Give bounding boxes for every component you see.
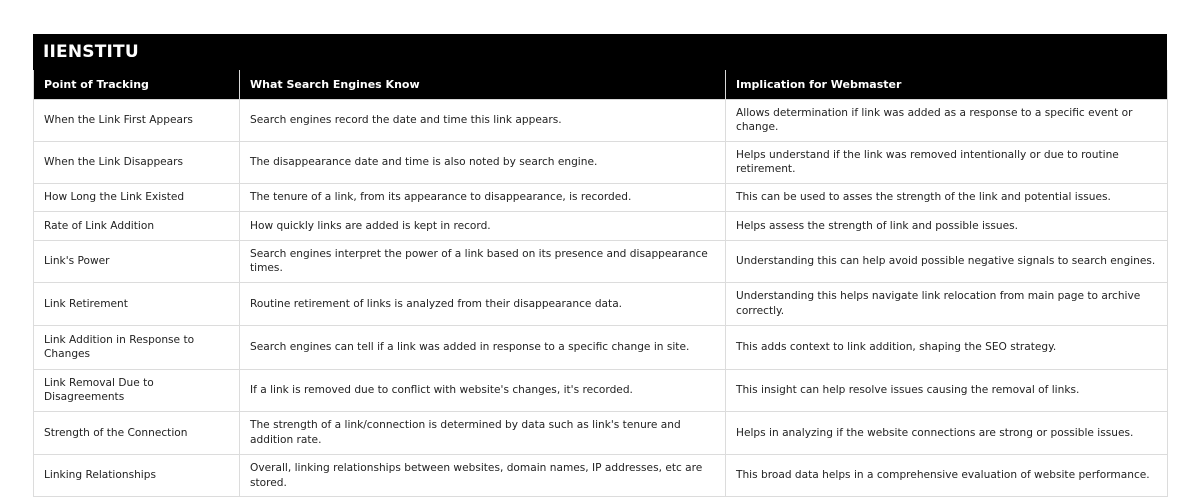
cell-point: How Long the Link Existed: [34, 183, 240, 212]
cell-knowledge: Search engines record the date and time this link appears.: [240, 99, 726, 141]
cell-implication: This adds context to link addition, shaping the SEO strategy.: [726, 326, 1168, 370]
table-header: [34, 70, 1168, 99]
cell-point: Linking Relationships: [34, 455, 240, 497]
table-row: [34, 455, 1168, 497]
cell-implication: Helps assess the strength of link and possible issues.: [726, 212, 1168, 241]
cell-knowledge: The disappearance date and time is also noted by search engine.: [240, 141, 726, 183]
cell-implication: Understanding this helps navigate link relocation from main page to archive correctly.: [726, 282, 1168, 326]
table-row: [34, 411, 1168, 455]
table-row: [34, 99, 1168, 141]
table-row: [34, 369, 1168, 411]
cell-knowledge: Search engines interpret the power of a link based on its presence and disappearance times.: [240, 240, 726, 282]
tracking-table: [33, 70, 1168, 497]
cell-implication: Understanding this can help avoid possible negative signals to search engines.: [726, 240, 1168, 282]
cell-implication: This can be used to asses the strength of the link and potential issues.: [726, 183, 1168, 212]
header-implication-for-webmaster: Implication for Webmaster: [726, 70, 1168, 99]
cell-point: When the Link First Appears: [34, 99, 240, 141]
cell-knowledge: If a link is removed due to conflict with website's changes, it's recorded.: [240, 369, 726, 411]
cell-knowledge: The tenure of a link, from its appearance to disappearance, is recorded.: [240, 183, 726, 212]
table-row: [34, 326, 1168, 370]
cell-knowledge: Search engines can tell if a link was added in response to a specific change in site.: [240, 326, 726, 370]
cell-point: Link Addition in Response to Changes: [34, 326, 240, 370]
cell-implication: Allows determination if link was added as a response to a specific event or change.: [726, 99, 1168, 141]
table-row: [34, 240, 1168, 282]
cell-knowledge: Routine retirement of links is analyzed from their disappearance data.: [240, 282, 726, 326]
cell-point: Link Retirement: [34, 282, 240, 326]
header-point-of-tracking: Point of Tracking: [34, 70, 240, 99]
brand-title: IIENSTITU: [33, 34, 1167, 70]
table-row: [34, 282, 1168, 326]
cell-implication: This broad data helps in a comprehensive evaluation of website performance.: [726, 455, 1168, 497]
table-row: [34, 183, 1168, 212]
cell-point: Strength of the Connection: [34, 411, 240, 455]
table-row: [34, 141, 1168, 183]
content-table-container: [33, 34, 1167, 497]
cell-point: When the Link Disappears: [34, 141, 240, 183]
cell-implication: Helps understand if the link was removed intentionally or due to routine retirement.: [726, 141, 1168, 183]
cell-point: Rate of Link Addition: [34, 212, 240, 241]
cell-point: Link Removal Due to Disagreements: [34, 369, 240, 411]
cell-knowledge: The strength of a link/connection is determined by data such as link's tenure and addition rate.: [240, 411, 726, 455]
header-row: [34, 70, 1168, 99]
cell-point: Link's Power: [34, 240, 240, 282]
cell-knowledge: How quickly links are added is kept in record.: [240, 212, 726, 241]
header-what-search-engines-know: What Search Engines Know: [240, 70, 726, 99]
cell-implication: Helps in analyzing if the website connections are strong or possible issues.: [726, 411, 1168, 455]
table-row: [34, 212, 1168, 241]
table-body: [34, 99, 1168, 497]
cell-knowledge: Overall, linking relationships between websites, domain names, IP addresses, etc are stored.: [240, 455, 726, 497]
cell-implication: This insight can help resolve issues causing the removal of links.: [726, 369, 1168, 411]
